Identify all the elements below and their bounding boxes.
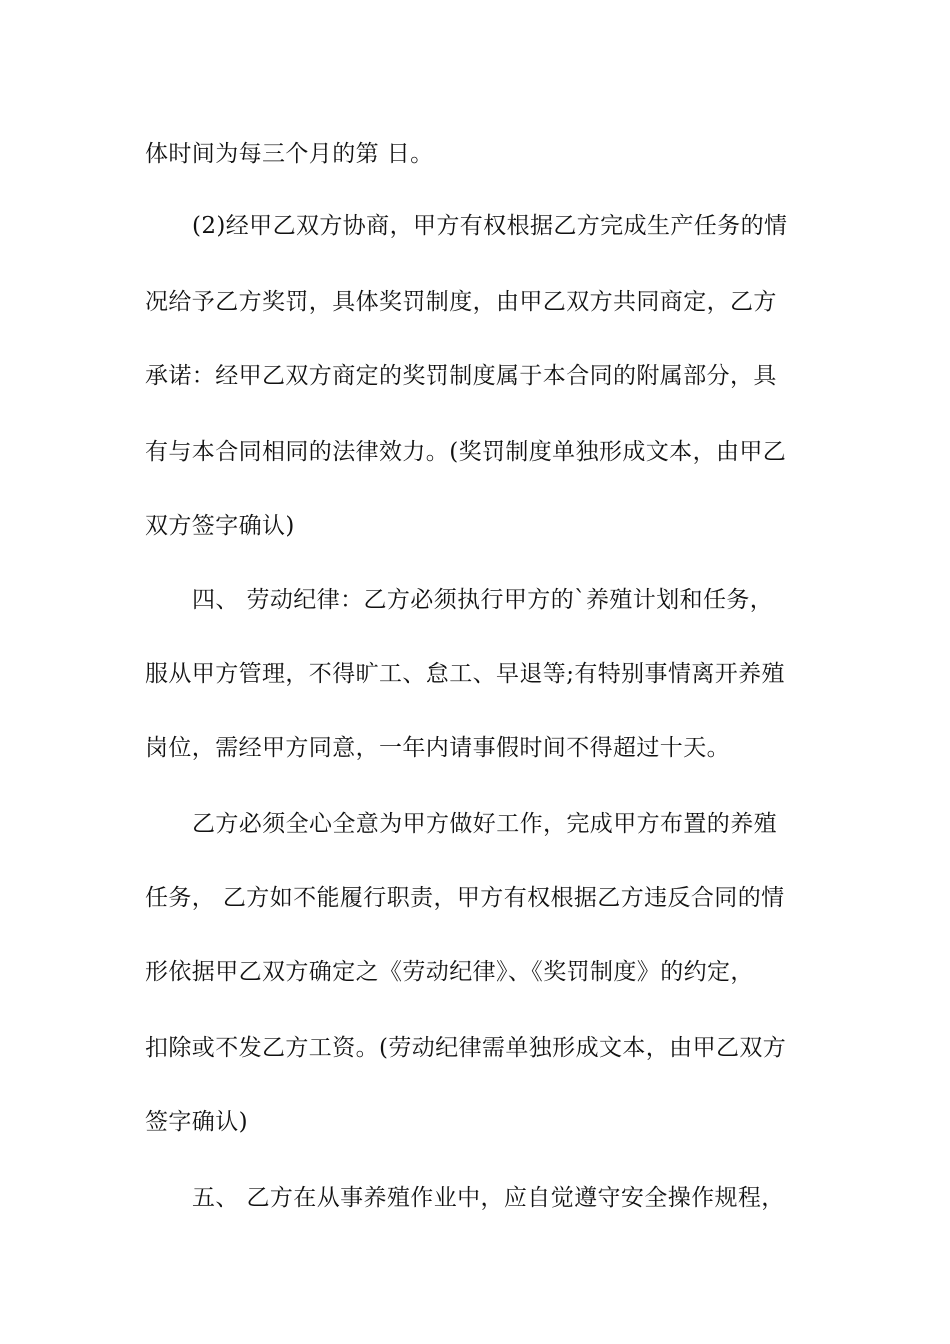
section-5-line-1: 五、 乙方在从事养殖作业中，应自觉遵守安全操作规程， — [192, 1185, 785, 1211]
paragraph-2-line-4: 有与本合同相同的法律效力。(奖罚制度单独形成文本，由甲乙 — [145, 439, 787, 465]
paragraph-4b-line-1: 乙方必须全心全意为甲方做好工作，完成甲方布置的养殖 — [192, 811, 777, 837]
section-4-line-2: 服从甲方管理，不得旷工、怠工、早退等;有特别事情离开养殖 — [145, 661, 785, 687]
section-4-line-1: 四、 劳动纪律：乙方必须执行甲方的`养殖计划和任务， — [192, 587, 774, 613]
paragraph-2-line-5: 双方签字确认) — [145, 513, 295, 539]
paragraph-2-line-2: 况给予乙方奖罚，具体奖罚制度，由甲乙双方共同商定，乙方 — [145, 289, 777, 315]
section-4-line-3: 岗位，需经甲方同意，一年内请事假时间不得超过十天。 — [145, 735, 730, 761]
paragraph-2-line-3: 承诺：经甲乙双方商定的奖罚制度属于本合同的附属部分，具 — [145, 363, 777, 389]
paragraph-2-line-1: (2)经甲乙双方协商，甲方有权根据乙方完成生产任务的情 — [192, 213, 788, 239]
paragraph-4b-line-3: 形依据甲乙双方确定之《劳动纪律》、《奖罚制度》的约定， — [145, 959, 754, 985]
text-line-1: 体时间为每三个月的第 日。 — [145, 141, 434, 167]
paragraph-4b-line-2: 任务， 乙方如不能履行职责，甲方有权根据乙方违反合同的情 — [145, 885, 785, 911]
paragraph-4b-line-4: 扣除或不发乙方工资。(劳动纪律需单独形成文本，由甲乙双方 — [145, 1035, 787, 1061]
paragraph-4b-line-5: 签字确认) — [145, 1109, 248, 1135]
